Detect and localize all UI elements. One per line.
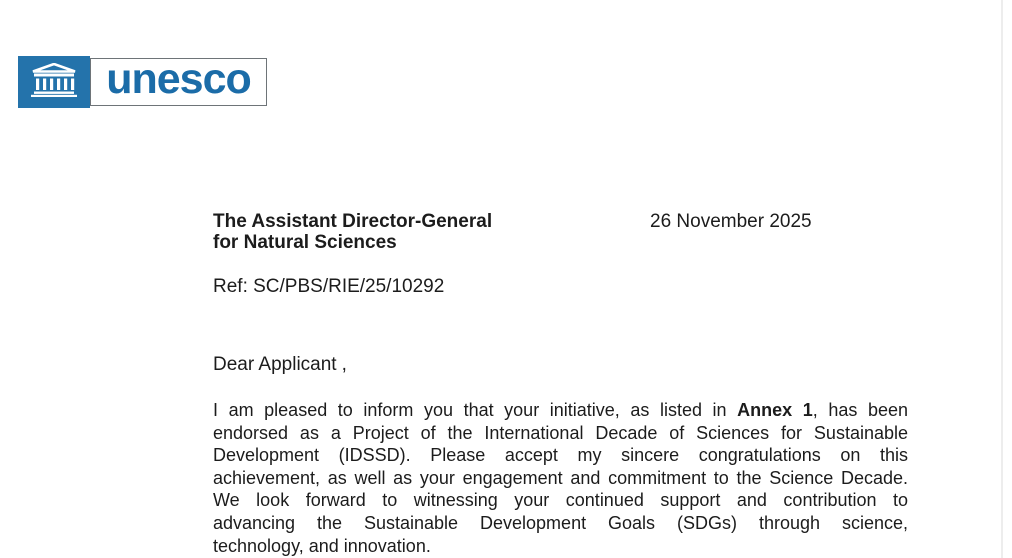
sender-title [213, 211, 492, 253]
page-edge-line [1001, 0, 1003, 558]
sender-title-line1: The Assistant Director-General [213, 211, 493, 232]
letter-date: 26 November 2025 [650, 211, 812, 232]
body-line: advancing the Sustainable Development Goals (SDGs) through science, [213, 512, 908, 533]
salutation-text: Dear Applicant [213, 354, 337, 375]
body-line: Development (IDSSD). Please accept my sincere congratulations on this [213, 445, 908, 466]
unesco-wordmark-box [90, 54, 267, 106]
body-line-text: I am pleased to inform you that your initiative, as listed in [213, 400, 738, 420]
sender-title-line2: for Natural Sciences [213, 232, 397, 253]
letter-body [213, 399, 908, 557]
body-line: achievement, as well as your engagement and commitment to the Science Decade. [213, 467, 908, 488]
body-line: endorsed as a Project of the International Decade of Sciences for Sustainable [213, 422, 908, 443]
salutation-comma: , [341, 354, 347, 375]
unesco-emblem-square [18, 56, 90, 108]
unesco-temple-icon [31, 63, 77, 102]
body-line-text: , has been [812, 400, 908, 420]
unesco-logo [18, 56, 267, 108]
body-line [213, 399, 908, 422]
body-line: technology, and innovation. [213, 535, 431, 556]
body-line: We look forward to witnessing your continued support and contribution to [213, 490, 908, 511]
unesco-wordmark: unesco [106, 54, 251, 103]
annex-reference: Annex 1 [737, 400, 813, 420]
salutation [213, 354, 347, 376]
reference-number: Ref: SC/PBS/RIE/25/10292 [213, 276, 445, 297]
